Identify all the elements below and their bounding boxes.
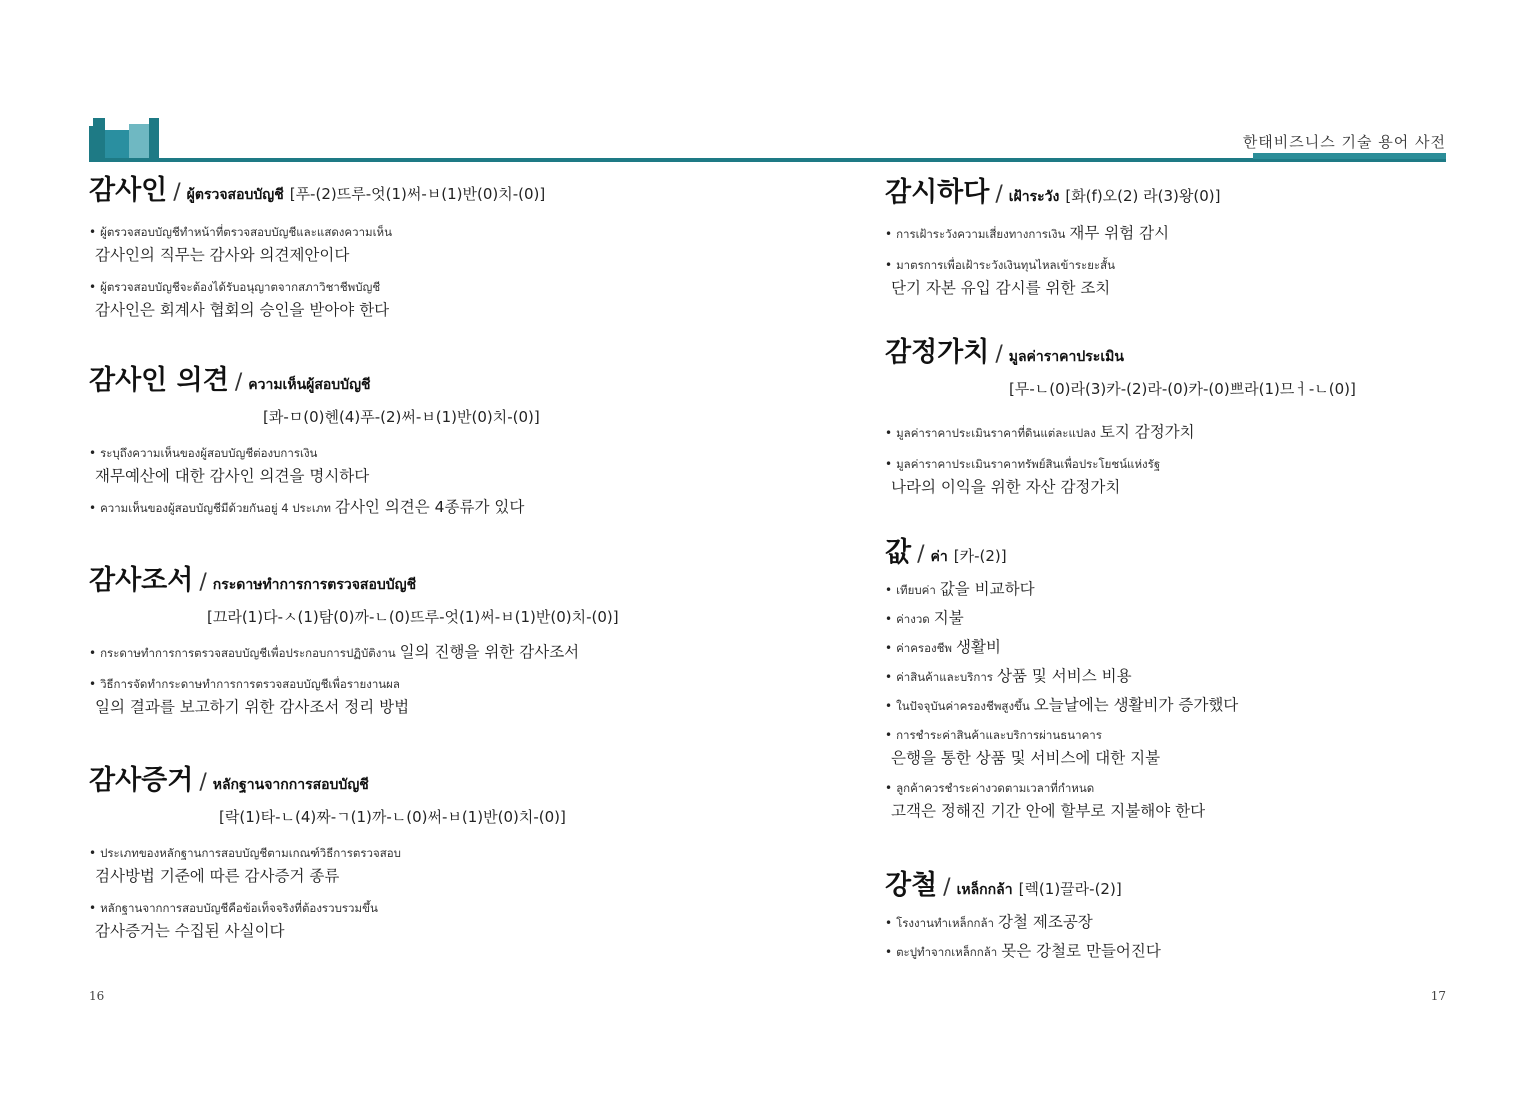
example-list bbox=[885, 911, 1161, 963]
example: • ลูกค้าควรชำระค่างวดตามเวลาที่กำหนด 고객은 정해진 기간 안에 할부로 지불해야 한다 bbox=[885, 780, 1206, 820]
example: • ค่างวด 지불 bbox=[885, 608, 964, 627]
entry-gamsajoseo bbox=[89, 566, 619, 727]
example: • ค่าสินค้าและบริการ 상품 및 서비스 비용 bbox=[885, 666, 1132, 685]
pronunciation: [끄라(1)다-ㅅ(1)탐(0)까-ㄴ(0)뜨루-엇(1)써-ㅂ(1)반(0)치-(0)] bbox=[207, 607, 619, 626]
entry-gap bbox=[885, 538, 1238, 831]
book-title: 한태비즈니스 기술 용어 사전 bbox=[1242, 133, 1446, 151]
korean-term: 감사인 bbox=[89, 175, 168, 206]
entry-heading: 감시하다 / เฝ้าระวัง [화(f)오(2) 라(3)왕(0)] bbox=[885, 177, 1221, 208]
header-rule bbox=[89, 158, 1446, 162]
entry-heading: 감사인 / ผู้ตรวจสอบบัญชี [푸-(2)뜨루-엇(1)써-ㅂ(1)반(0)치-(0)] bbox=[89, 175, 546, 206]
page-number-right: 17 bbox=[1430, 989, 1446, 1003]
example: • การชำระค่าสินค้าและบริการผ่านธนาคาร 은행을 통한 상품 및 서비스에 대한 지불 bbox=[885, 727, 1161, 767]
thai-term: กระดาษทำการการตรวจสอบบัญชี bbox=[212, 577, 417, 593]
example: • กระดาษทำการการตรวจสอบบัญชีเพื่อประกอบการปฏิบัติงาน 일의 진행을 위한 감사조서 bbox=[89, 642, 580, 661]
entry-heading: 감사조서 / กระดาษทำการการตรวจสอบบัญชี bbox=[89, 565, 417, 596]
entry-heading: 감사증거 / หลักฐานจากการสอบบัญชี bbox=[89, 765, 369, 796]
thai-term: ค่า bbox=[930, 549, 948, 565]
thai-term: เฝ้าระวัง bbox=[1008, 189, 1060, 205]
example-list bbox=[89, 220, 545, 322]
example: • วิธีการจัดทำกระดาษทำการการตรวจสอบบัญชีเพื่อรายงานผล 일의 결과를 보고하기 위한 감사조서 정리 방법 bbox=[89, 676, 410, 716]
pronunciation: [푸-(2)뜨루-엇(1)써-ㅂ(1)반(0)치-(0)] bbox=[289, 185, 546, 203]
korean-term: 감사인 의견 bbox=[89, 365, 229, 396]
thai-term: ผู้ตรวจสอบบัญชี bbox=[186, 187, 284, 203]
pronunciation: [렉(1)끌라-(2)] bbox=[1018, 880, 1122, 898]
pronunciation: [카-(2)] bbox=[953, 547, 1007, 565]
korean-term: 감정가치 bbox=[885, 337, 990, 368]
pronunciation: [콰-ㅁ(0)헨(4)푸-(2)써-ㅂ(1)반(0)치-(0)] bbox=[263, 407, 540, 426]
title-underline bbox=[1253, 153, 1446, 159]
publisher-logo bbox=[89, 118, 159, 160]
pronunciation: [무-ㄴ(0)라(3)카-(2)라-(0)카-(0)쁘라(1)므ㅓ-ㄴ(0)] bbox=[1009, 379, 1356, 398]
entry-gamjeonggachi bbox=[885, 338, 1356, 507]
example-list bbox=[885, 578, 1238, 823]
entry-heading: 감사인 의견 / ความเห็นผู้สอบบัญชี bbox=[89, 365, 371, 396]
thai-term: หลักฐานจากการสอบบัญชี bbox=[212, 777, 369, 793]
example-list bbox=[885, 222, 1221, 300]
example: • การเฝ้าระวังความเสี่ยงทางการเงิน 재무 위험 감시 bbox=[885, 223, 1170, 242]
example: • ระบุถึงความเห็นของผู้สอบบัญชีต่องบการเงิน 재무예산에 대한 감사인 의견을 명시하다 bbox=[89, 445, 370, 485]
thai-term: มูลค่าราคาประเมิน bbox=[1008, 349, 1124, 365]
entry-heading: 감정가치 / มูลค่าราคาประเมิน bbox=[885, 337, 1124, 368]
entry-gamsain bbox=[89, 176, 545, 330]
example: • เทียบค่า 값을 비교하다 bbox=[885, 579, 1035, 598]
entry-gangcheol bbox=[885, 871, 1161, 971]
thai-term: ความเห็นผู้สอบบัญชี bbox=[248, 377, 371, 393]
entry-heading: 값 / ค่า [카-(2)] bbox=[885, 537, 1007, 568]
example: • ความเห็นของผู้สอบบัญชีมีด้วยกันอยู่ 4 ประเภท 감사인 의견은 4종류가 있다 bbox=[89, 497, 525, 516]
example: • มูลค่าราคาประเมินราคาที่ดินแต่ละแปลง 토지 감정가치 bbox=[885, 422, 1195, 441]
example: • ผู้ตรวจสอบบัญชีทำหน้าที่ตรวจสอบบัญชีและแสดงความเห็น 감사인의 직무는 감사와 의견제안이다 bbox=[89, 224, 392, 264]
example-list bbox=[89, 841, 566, 943]
example: • ประเภทของหลักฐานการสอบบัญชีตามเกณฑ์วิธีการตรวจสอบ 검사방법 기준에 따른 감사증거 종류 bbox=[89, 845, 401, 885]
korean-term: 값 bbox=[885, 537, 912, 568]
page-number-left: 16 bbox=[89, 989, 105, 1003]
example: • ผู้ตรวจสอบบัญชีจะต้องได้รับอนุญาตจากสภาวิชาชีพบัญชี 감사인은 회계사 협회의 승인을 받아야 한다 bbox=[89, 279, 390, 319]
korean-term: 감사증거 bbox=[89, 765, 194, 796]
example: • ตะปูทำจากเหล็กกล้า 못은 강철로 만들어진다 bbox=[885, 941, 1161, 960]
entry-gamsain-uigyeon bbox=[89, 366, 540, 527]
pronunciation: [락(1)타-ㄴ(4)짜-ㄱ(1)까-ㄴ(0)써-ㅂ(1)반(0)치-(0)] bbox=[219, 807, 566, 826]
example: • มาตรการเพื่อเฝ้าระวังเงินทุนไหลเข้าระยะสั้น 단기 자본 유입 감시를 위한 조치 bbox=[885, 257, 1115, 297]
pronunciation: [화(f)오(2) 라(3)왕(0)] bbox=[1065, 187, 1221, 205]
entry-gamsajeunggeo bbox=[89, 766, 566, 951]
example: • ค่าครองชีพ 생활비 bbox=[885, 637, 1001, 656]
example-list bbox=[89, 441, 540, 519]
thai-term: เหล็กกล้า bbox=[956, 882, 1013, 898]
korean-term: 강철 bbox=[885, 870, 938, 901]
example-list bbox=[885, 421, 1356, 499]
example: • หลักฐานจากการสอบบัญชีคือข้อเท็จจริงที่ต้องรวบรวมขึ้น 감사증거는 수집된 사실이다 bbox=[89, 900, 378, 940]
korean-term: 감사조서 bbox=[89, 565, 194, 596]
korean-term: 감시하다 bbox=[885, 177, 990, 208]
entry-heading: 강철 / เหล็กกล้า [렉(1)끌라-(2)] bbox=[885, 870, 1122, 901]
example: • โรงงานทำเหล็กกล้า 강철 제조공장 bbox=[885, 912, 1093, 931]
example: • ในปัจจุบันค่าครองชีพสูงขึ้น 오늘날에는 생활비가 증가했다 bbox=[885, 695, 1239, 714]
example: • มูลค่าราคาประเมินราคาทรัพย์สินเพื่อประโยชน์แห่งรัฐ 나라의 이익을 위한 자산 감정가치 bbox=[885, 456, 1161, 496]
example-list bbox=[89, 641, 619, 719]
entry-gamsihada bbox=[885, 178, 1221, 308]
